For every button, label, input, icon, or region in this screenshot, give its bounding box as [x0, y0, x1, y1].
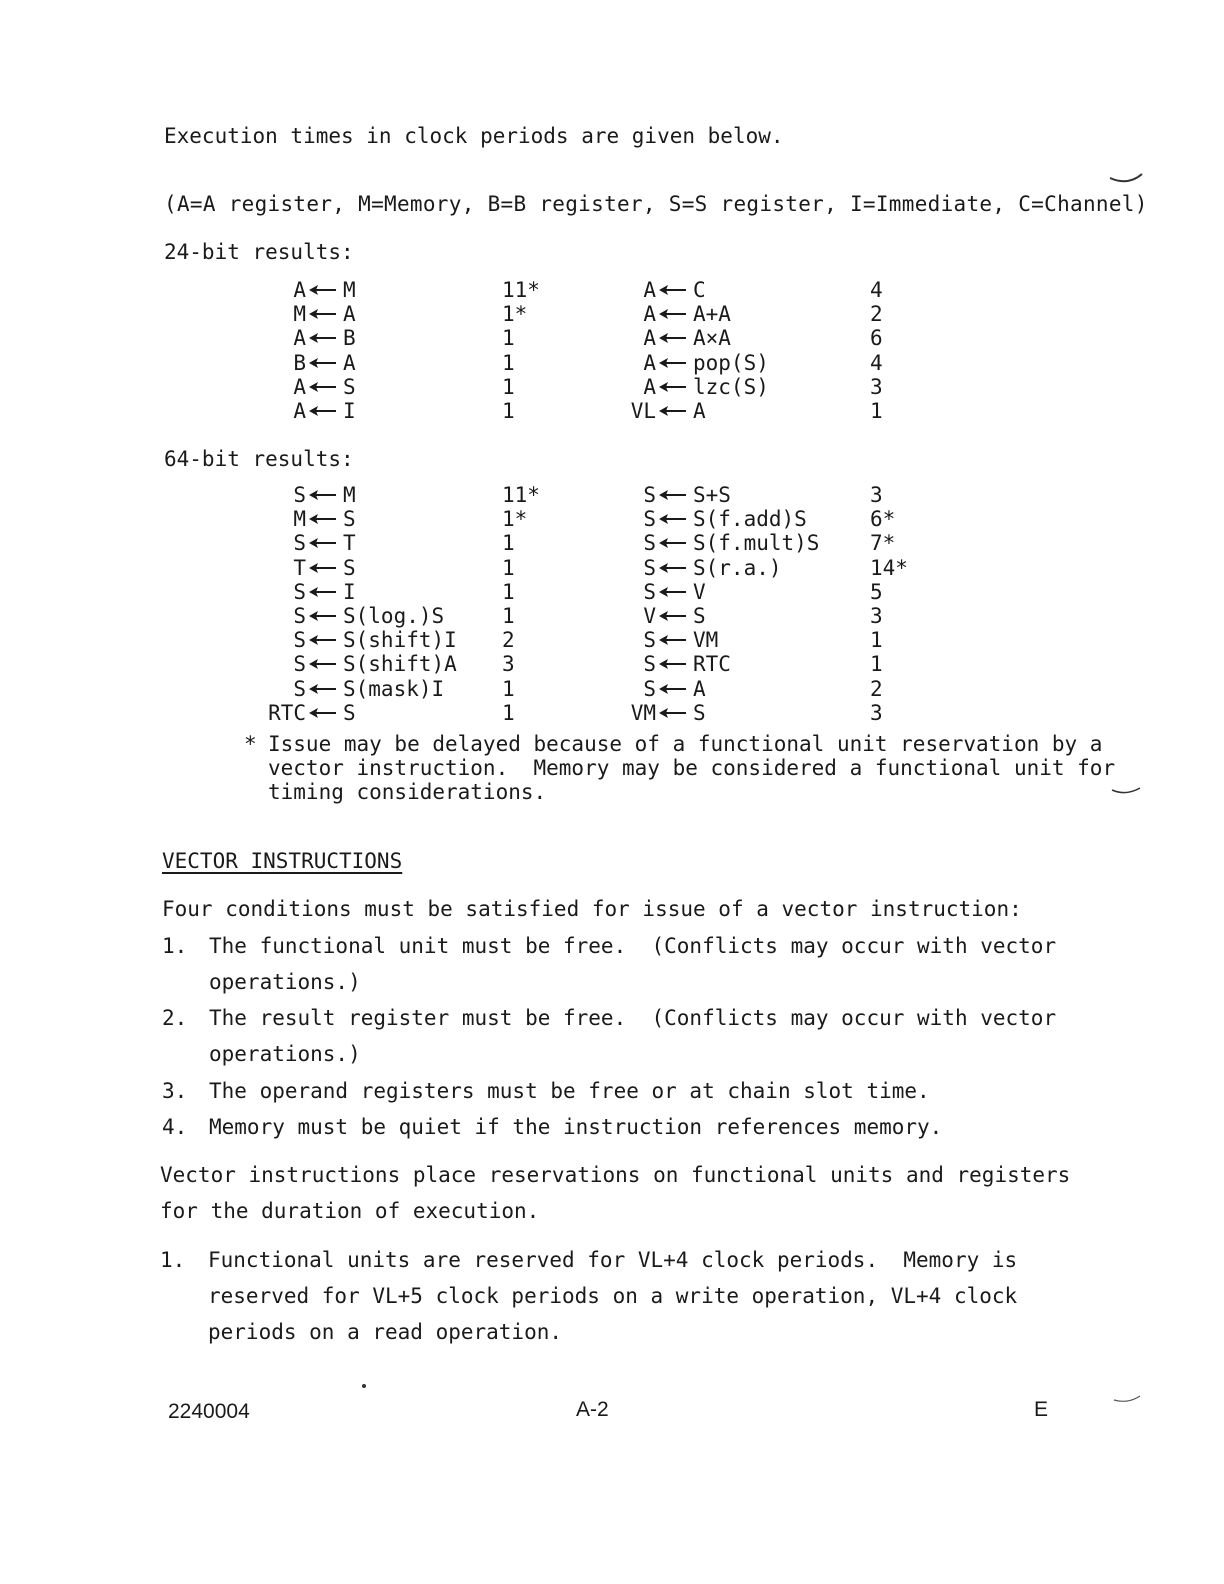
- destination-register: RTC: [268, 700, 306, 725]
- destination-register: S: [643, 579, 656, 604]
- instruction-row: [250, 399, 570, 423]
- instruction-row: [600, 677, 920, 701]
- clock-periods: 1: [502, 555, 515, 580]
- instruction-row: [250, 677, 570, 701]
- source-operand: S(r.a.): [693, 555, 782, 580]
- left-arrow-icon: [657, 677, 687, 701]
- left-arrow-icon: [657, 604, 687, 628]
- instruction-row: [600, 326, 920, 350]
- instruction-row: [600, 580, 920, 604]
- left-arrow-icon: [657, 556, 687, 580]
- reservation-number: 1.: [160, 1248, 186, 1272]
- clock-periods: 3: [870, 374, 883, 399]
- left-arrow-icon: [307, 677, 337, 701]
- instruction-row: [250, 556, 570, 580]
- source-operand: I: [343, 398, 356, 423]
- clock-periods: 1: [502, 579, 515, 604]
- condition-text: The operand registers must be free or at chain slot time.: [209, 1079, 930, 1103]
- left-arrow-icon: [657, 580, 687, 604]
- clock-periods: 1: [870, 398, 883, 423]
- destination-register: M: [293, 302, 306, 327]
- destination-register: B: [293, 350, 306, 375]
- left-arrow-icon: [657, 375, 687, 399]
- register-legend: (A=A register, M=Memory, B=B register, S=S register, I=Immediate, C=Channel): [164, 192, 1148, 216]
- footnote-marker: *: [244, 732, 257, 756]
- clock-periods: 7*: [870, 531, 896, 556]
- instruction-row: [250, 375, 570, 399]
- source-operand: C: [693, 278, 706, 302]
- left-arrow-icon: [307, 628, 337, 652]
- source-operand: A: [343, 350, 356, 375]
- source-operand: S: [343, 374, 356, 399]
- source-operand: S+S: [693, 483, 731, 507]
- clock-periods: 11*: [502, 278, 540, 302]
- clock-periods: 11*: [502, 483, 540, 507]
- left-arrow-icon: [307, 701, 337, 725]
- source-operand: S(f.mult)S: [693, 531, 820, 556]
- instruction-row: [250, 302, 570, 326]
- clock-periods: 3: [870, 483, 883, 507]
- table-24-right: [600, 278, 920, 423]
- instruction-row: [250, 507, 570, 531]
- footnote-line: vector instruction. Memory may be considered a functional unit for: [268, 756, 1116, 780]
- clock-periods: 4: [870, 350, 883, 375]
- left-arrow-icon: [657, 507, 687, 531]
- destination-register: S: [293, 652, 306, 677]
- table-64-right: [600, 483, 920, 725]
- condition-text: The functional unit must be free. (Conflicts may occur with vector: [209, 934, 1057, 958]
- left-arrow-icon: [307, 556, 337, 580]
- clock-periods: 1: [502, 603, 515, 628]
- instruction-row: [600, 604, 920, 628]
- instruction-row: [250, 531, 570, 555]
- left-arrow-icon: [657, 701, 687, 725]
- condition-number: 2.: [162, 1006, 188, 1030]
- left-arrow-icon: [307, 399, 337, 423]
- instruction-row: [600, 375, 920, 399]
- clock-periods: 1*: [502, 507, 528, 532]
- table-64-left: [250, 483, 570, 725]
- source-operand: V: [693, 579, 706, 604]
- revision-letter: E: [1034, 1398, 1049, 1421]
- condition-number: 1.: [162, 934, 188, 958]
- clock-periods: 1: [502, 374, 515, 399]
- instruction-row: [250, 351, 570, 375]
- source-operand: S: [693, 603, 706, 628]
- destination-register: S: [293, 628, 306, 653]
- clock-periods: 1: [502, 700, 515, 725]
- destination-register: S: [293, 603, 306, 628]
- left-arrow-icon: [307, 351, 337, 375]
- instruction-row: [600, 701, 920, 725]
- paragraph-line: Vector instructions place reservations on functional units and registers: [160, 1163, 1071, 1187]
- footnote-line: Issue may be delayed because of a functional unit reservation by a: [268, 732, 1103, 756]
- source-operand: A: [693, 398, 706, 423]
- left-arrow-icon: [307, 652, 337, 676]
- clock-periods: 1: [502, 531, 515, 556]
- left-arrow-icon: [307, 375, 337, 399]
- clock-periods: 1*: [502, 302, 528, 327]
- source-operand: A: [343, 302, 356, 327]
- instruction-row: [250, 604, 570, 628]
- clock-periods: 5: [870, 579, 883, 604]
- source-operand: B: [343, 326, 356, 351]
- reservation-text: reserved for VL+5 clock periods on a write operation, VL+4 clock: [208, 1284, 1018, 1308]
- left-arrow-icon: [657, 278, 687, 302]
- instruction-row: [600, 302, 920, 326]
- left-arrow-icon: [657, 302, 687, 326]
- clock-periods: 3: [870, 603, 883, 628]
- source-operand: A: [693, 676, 706, 701]
- clock-periods: 4: [870, 278, 883, 302]
- clock-periods: 3: [502, 652, 515, 677]
- clock-periods: 6: [870, 326, 883, 351]
- instruction-row: [250, 652, 570, 676]
- destination-register: VM: [630, 700, 656, 725]
- destination-register: S: [293, 531, 306, 556]
- destination-register: S: [643, 628, 656, 653]
- source-operand: S(log.)S: [343, 603, 445, 628]
- instruction-row: [250, 326, 570, 350]
- destination-register: S: [643, 555, 656, 580]
- destination-register: A: [293, 398, 306, 423]
- left-arrow-icon: [307, 278, 337, 302]
- instruction-row: [600, 351, 920, 375]
- destination-register: M: [293, 507, 306, 532]
- destination-register: A: [293, 278, 306, 302]
- paragraph-line: for the duration of execution.: [160, 1199, 540, 1223]
- instruction-row: [600, 652, 920, 676]
- condition-text: operations.): [209, 970, 361, 994]
- clock-periods: 1: [502, 350, 515, 375]
- destination-register: S: [643, 507, 656, 532]
- source-operand: A+A: [693, 302, 731, 327]
- destination-register: T: [293, 555, 306, 580]
- instruction-row: [250, 483, 570, 507]
- condition-text: Memory must be quiet if the instruction references memory.: [209, 1115, 943, 1139]
- instruction-row: [600, 399, 920, 423]
- left-arrow-icon: [657, 531, 687, 555]
- destination-register: VL: [630, 398, 656, 423]
- clock-periods: 6*: [870, 507, 896, 532]
- instruction-row: [250, 701, 570, 725]
- left-arrow-icon: [307, 326, 337, 350]
- condition-number: 4.: [162, 1115, 188, 1139]
- destination-register: S: [643, 676, 656, 701]
- source-operand: pop(S): [693, 350, 769, 375]
- scan-dot: [362, 1384, 366, 1388]
- destination-register: S: [643, 483, 656, 507]
- table-24-left: [250, 278, 570, 423]
- page-number: A-2: [576, 1398, 609, 1421]
- section-24-title: 24-bit results:: [164, 240, 354, 264]
- instruction-row: [600, 483, 920, 507]
- clock-periods: 2: [870, 676, 883, 701]
- instruction-row: [600, 278, 920, 302]
- source-operand: S(shift)A: [343, 652, 457, 677]
- destination-register: S: [643, 531, 656, 556]
- source-operand: S: [343, 507, 356, 532]
- scan-mark: [1114, 1396, 1140, 1401]
- instruction-row: [250, 628, 570, 652]
- source-operand: A×A: [693, 326, 731, 351]
- left-arrow-icon: [307, 507, 337, 531]
- intro-text: Execution times in clock periods are given below.: [164, 124, 784, 148]
- vector-heading: VECTOR INSTRUCTIONS: [162, 849, 403, 873]
- source-operand: VM: [693, 628, 719, 653]
- left-arrow-icon: [657, 652, 687, 676]
- destination-register: A: [643, 326, 656, 351]
- scan-mark: [1110, 174, 1142, 181]
- destination-register: A: [643, 350, 656, 375]
- clock-periods: 1: [502, 326, 515, 351]
- clock-periods: 1: [502, 398, 515, 423]
- source-operand: S: [343, 555, 356, 580]
- source-operand: RTC: [693, 652, 731, 677]
- left-arrow-icon: [657, 628, 687, 652]
- instruction-row: [600, 531, 920, 555]
- left-arrow-icon: [307, 604, 337, 628]
- instruction-row: [600, 628, 920, 652]
- clock-periods: 1: [870, 628, 883, 653]
- reservation-text: periods on a read operation.: [208, 1320, 563, 1344]
- reservation-text: Functional units are reserved for VL+4 clock periods. Memory is: [208, 1248, 1018, 1272]
- clock-periods: 3: [870, 700, 883, 725]
- destination-register: S: [293, 676, 306, 701]
- source-operand: M: [343, 278, 356, 302]
- destination-register: A: [293, 326, 306, 351]
- condition-text: operations.): [209, 1042, 361, 1066]
- left-arrow-icon: [307, 531, 337, 555]
- clock-periods: 2: [870, 302, 883, 327]
- left-arrow-icon: [657, 399, 687, 423]
- instruction-row: [600, 507, 920, 531]
- source-operand: S(shift)I: [343, 628, 457, 653]
- scan-mark: [1112, 788, 1140, 793]
- clock-periods: 1: [870, 652, 883, 677]
- instruction-row: [250, 278, 570, 302]
- destination-register: S: [293, 483, 306, 507]
- source-operand: S: [343, 700, 356, 725]
- condition-text: The result register must be free. (Conflicts may occur with vector: [209, 1006, 1057, 1030]
- source-operand: T: [343, 531, 356, 556]
- section-64-title: 64-bit results:: [164, 447, 354, 471]
- clock-periods: 14*: [870, 555, 908, 580]
- left-arrow-icon: [657, 483, 687, 507]
- destination-register: A: [643, 278, 656, 302]
- destination-register: V: [643, 603, 656, 628]
- source-operand: M: [343, 483, 356, 507]
- source-operand: S(f.add)S: [693, 507, 807, 532]
- destination-register: S: [293, 579, 306, 604]
- left-arrow-icon: [307, 580, 337, 604]
- left-arrow-icon: [657, 351, 687, 375]
- left-arrow-icon: [307, 483, 337, 507]
- source-operand: S(mask)I: [343, 676, 445, 701]
- doc-number: 2240004: [168, 1400, 250, 1423]
- source-operand: S: [693, 700, 706, 725]
- instruction-row: [250, 580, 570, 604]
- clock-periods: 2: [502, 628, 515, 653]
- condition-number: 3.: [162, 1079, 188, 1103]
- vector-intro: Four conditions must be satisfied for issue of a vector instruction:: [162, 897, 1022, 921]
- left-arrow-icon: [307, 302, 337, 326]
- clock-periods: 1: [502, 676, 515, 701]
- source-operand: I: [343, 579, 356, 604]
- destination-register: S: [643, 652, 656, 677]
- source-operand: lzc(S): [693, 374, 769, 399]
- destination-register: A: [643, 374, 656, 399]
- left-arrow-icon: [657, 326, 687, 350]
- destination-register: A: [643, 302, 656, 327]
- destination-register: A: [293, 374, 306, 399]
- footnote-line: timing considerations.: [268, 780, 547, 804]
- instruction-row: [600, 556, 920, 580]
